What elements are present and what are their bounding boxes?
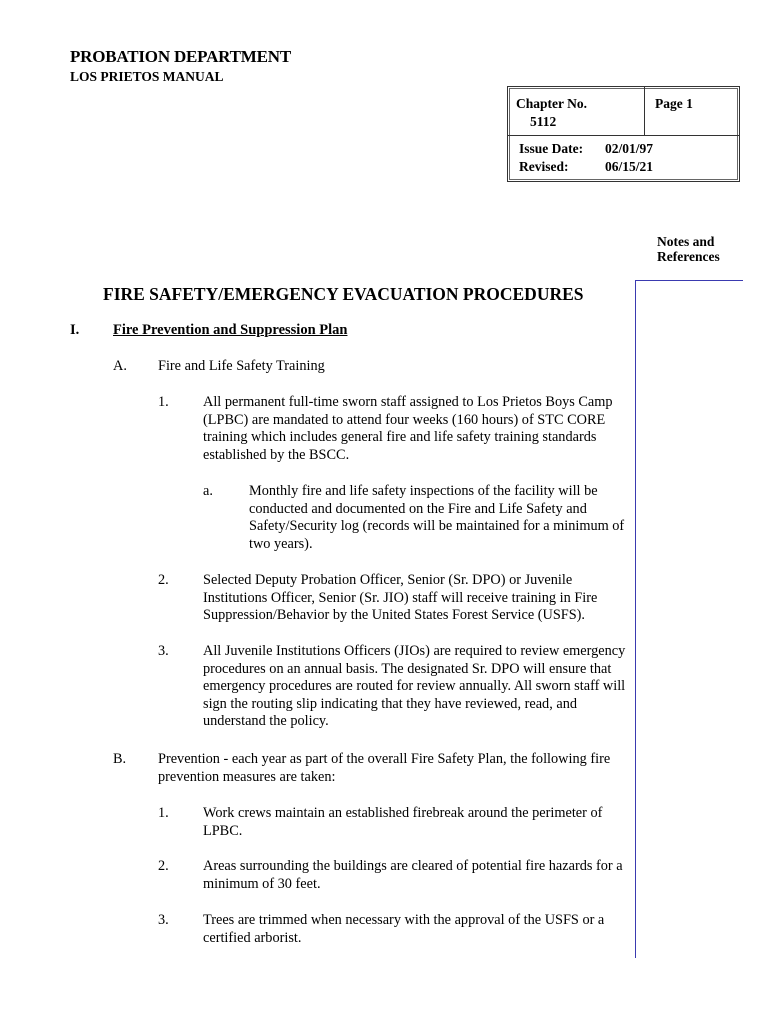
section-title: Fire Prevention and Suppression Plan bbox=[113, 322, 348, 338]
chapter-label: Chapter No. bbox=[516, 96, 588, 111]
manual-name: LOS PRIETOS MANUAL bbox=[70, 69, 224, 84]
notes-references-heading bbox=[657, 234, 720, 264]
item-b3-number: 3. bbox=[158, 912, 169, 928]
subsection-a-heading: Fire and Life Safety Training bbox=[158, 358, 325, 374]
notes-line-1: Notes and bbox=[657, 234, 715, 249]
box-divider-horizontal bbox=[508, 135, 739, 136]
subsection-b-letter: B. bbox=[113, 751, 127, 767]
notes-column-left-rule bbox=[635, 280, 636, 958]
item-b1-text: Work crews maintain an established firebreak around the perimeter of LPBC. bbox=[203, 805, 603, 839]
sub-item-a-letter: a. bbox=[203, 483, 213, 499]
subsection-a-letter: A. bbox=[113, 358, 127, 374]
issue-date-value: 02/01/97 bbox=[605, 141, 654, 156]
document-title: FIRE SAFETY/EMERGENCY EVACUATION PROCEDURES bbox=[103, 284, 584, 304]
box-divider-vertical bbox=[644, 87, 645, 135]
item-a1-text: All permanent full-time sworn staff assigned to Los Prietos Boys Camp (LPBC) are mandated to attend four weeks (160 hours) of STC CORE training which includes general fire and life safety training standards established by the BSCC. bbox=[203, 394, 613, 463]
revised-date-value: 06/15/21 bbox=[605, 159, 654, 174]
subsection-b-heading: Prevention - each year as part of the overall Fire Safety Plan, the following fire prevention measures are taken: bbox=[158, 751, 611, 785]
issue-date-label: Issue Date: bbox=[519, 141, 584, 156]
item-b2-number: 2. bbox=[158, 858, 169, 874]
department-name: PROBATION DEPARTMENT bbox=[70, 47, 291, 66]
chapter-number: 5112 bbox=[530, 114, 557, 129]
item-a3-number: 3. bbox=[158, 643, 169, 659]
notes-line-2: References bbox=[657, 249, 720, 264]
item-b3-text: Trees are trimmed when necessary with the approval of the USFS or a certified arborist. bbox=[203, 912, 605, 946]
page-label: Page 1 bbox=[655, 96, 693, 111]
item-a2-text: Selected Deputy Probation Officer, Senior (Sr. DPO) or Juvenile Institutions Officer, Senior (Sr. JIO) staff will receive training in Fire Suppression/Behavior by the United States Forest Service (USFS). bbox=[203, 572, 598, 624]
revised-label: Revised: bbox=[519, 159, 569, 174]
section-number: I. bbox=[70, 322, 80, 338]
item-b2-text: Areas surrounding the buildings are cleared of potential fire hazards for a minimum of 30 feet. bbox=[203, 858, 623, 892]
item-a1-number: 1. bbox=[158, 394, 169, 410]
item-a2-number: 2. bbox=[158, 572, 169, 588]
item-a3-text: All Juvenile Institutions Officers (JIOs) are required to review emergency procedures on an annual basis. The designated Sr. DPO will ensure that emergency procedures are routed for review annually. All sworn staff will sign the routing slip indicating that they have reviewed, read, and understand the policy. bbox=[203, 643, 626, 730]
chapter-info-box bbox=[507, 86, 740, 182]
item-b1-number: 1. bbox=[158, 805, 169, 821]
sub-item-a-text: Monthly fire and life safety inspections of the facility will be conducted and documented on the Fire and Life Safety and Safety/Security log (records will be maintained for a minimum of two years). bbox=[249, 483, 625, 552]
notes-column-top-rule bbox=[635, 280, 743, 281]
